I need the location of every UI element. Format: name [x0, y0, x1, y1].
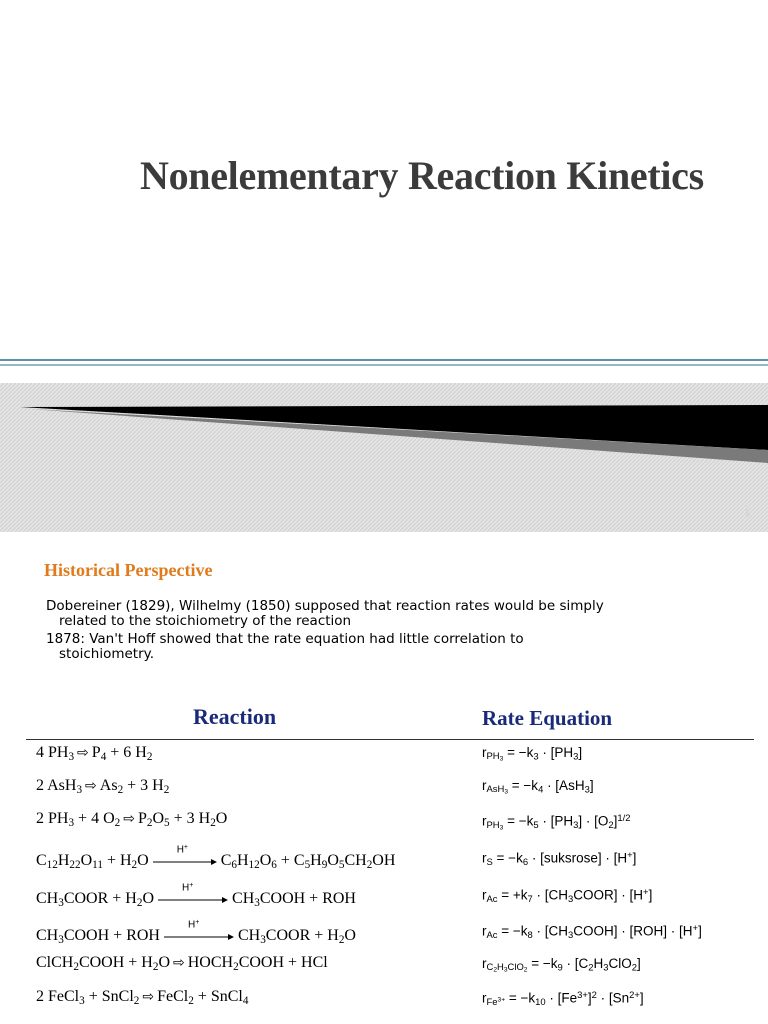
rate-row-6: $r_{Ac} = -k_8$ · $[CH_3COOH] \cdot [ROH] \cdot [H^+]$ — [482, 923, 702, 942]
content-slide — [0, 532, 768, 1024]
hollow-arrow-icon: ⇨ — [173, 955, 185, 971]
hollow-arrow-icon: ⇨ — [77, 745, 89, 761]
hollow-arrow-icon: ⇨ — [142, 989, 155, 1005]
column-header-rate: Rate Equation — [482, 706, 613, 730]
right-arrow-icon — [158, 897, 228, 903]
reaction-row-7: ClCH$_2$COOH + $H_2O$ ⇨ $HOCH_2COOH$ + HCl — [36, 954, 328, 973]
catalyst-label: H+ — [176, 844, 189, 856]
paragraph-1 — [46, 599, 746, 629]
decorative-band — [0, 355, 768, 532]
paragraph-2-line-2: stoichiometry. — [59, 646, 154, 662]
reaction-row-2: 2 AsH$_3$ ⇨ $As_2 + 3$ $H_2$ — [36, 777, 170, 796]
reaction-row-8: 2 FeCl$_3$ + SnCl$_2$ ⇨ FeCl$_2$ + SnCl$_4$ — [36, 988, 249, 1007]
slide-number: 1 — [744, 508, 750, 518]
slide-title: Nonelementary Reaction Kinetics — [140, 153, 704, 198]
right-arrow-icon — [153, 859, 217, 865]
table-header-rule — [26, 739, 754, 740]
catalyst-label: H+ — [182, 882, 194, 894]
reaction-row-4: $C_{12}H_{22}O_{11} + H_2O$ H+ $C_6H_{12}O_6 + C_5H_9O_5CH_2OH$ — [36, 844, 396, 871]
rate-row-3: $r_{PH_3} = -k_5 \cdot [PH_3] \cdot [O_2]^{1/2}$ — [482, 813, 631, 832]
rate-row-2: $r_{AsH_3} = -k_4 \cdot [AsH_3]$ — [482, 778, 594, 796]
right-arrow-icon — [164, 934, 234, 940]
rate-row-5: $r_{Ac} = +k_7$ · $[CH_3COOR] \cdot [H^+]$ — [482, 887, 653, 906]
paragraph-1-line-2: related to the stoichiometry of the reaction — [59, 613, 352, 629]
catalyst-label: H+ — [187, 919, 200, 931]
paragraph-1-line-1: Dobereiner (1829), Wilhelmy (1850) supposed that reaction rates would be simply — [46, 598, 604, 614]
hollow-arrow-icon: ⇨ — [85, 778, 97, 794]
rate-row-7: $r_{C_2H_3ClO_2} = -k_9 \cdot [C_2H_3ClO_2]$ — [482, 956, 641, 974]
hollow-arrow-icon: ⇨ — [123, 811, 135, 827]
paragraph-2-line-1: 1878: Van't Hoff showed that the rate equation had little correlation to — [46, 631, 524, 647]
reaction-row-3: 2 $PH_3 + 4$ $O_2$ ⇨ $P_2O_5 + 3$ $H_2O$ — [36, 810, 228, 829]
paragraph-2 — [46, 632, 746, 662]
reaction-row-6: $CH_3COOH$ + ROH H+ $CH_3COOR + H_2O$ — [36, 919, 356, 946]
rate-row-1: $r_{PH_3} = -k_3 \cdot [PH_3]$ — [482, 745, 583, 763]
section-title: Historical Perspective — [44, 560, 213, 580]
reaction-row-5: $CH_3COOR + H_2O$ H+ $CH_3COOH$ + ROH — [36, 882, 356, 909]
catalyzed-arrow — [158, 882, 228, 907]
catalyzed-arrow — [153, 844, 217, 869]
rate-row-4: $r_S = -k_6$ · [suksrose] · [H+] — [482, 850, 637, 869]
reaction-row-1: 4 $PH_3$ ⇨ $P_4 + 6$ $H_2$ — [36, 744, 153, 763]
catalyzed-arrow — [164, 919, 234, 944]
rate-row-8: $r_{Fe^{3+}} = -k_{10} \cdot [Fe^{3+}]^2 \cdot [Sn^{2+}]$ — [482, 990, 644, 1009]
column-header-reaction: Reaction — [193, 704, 277, 729]
